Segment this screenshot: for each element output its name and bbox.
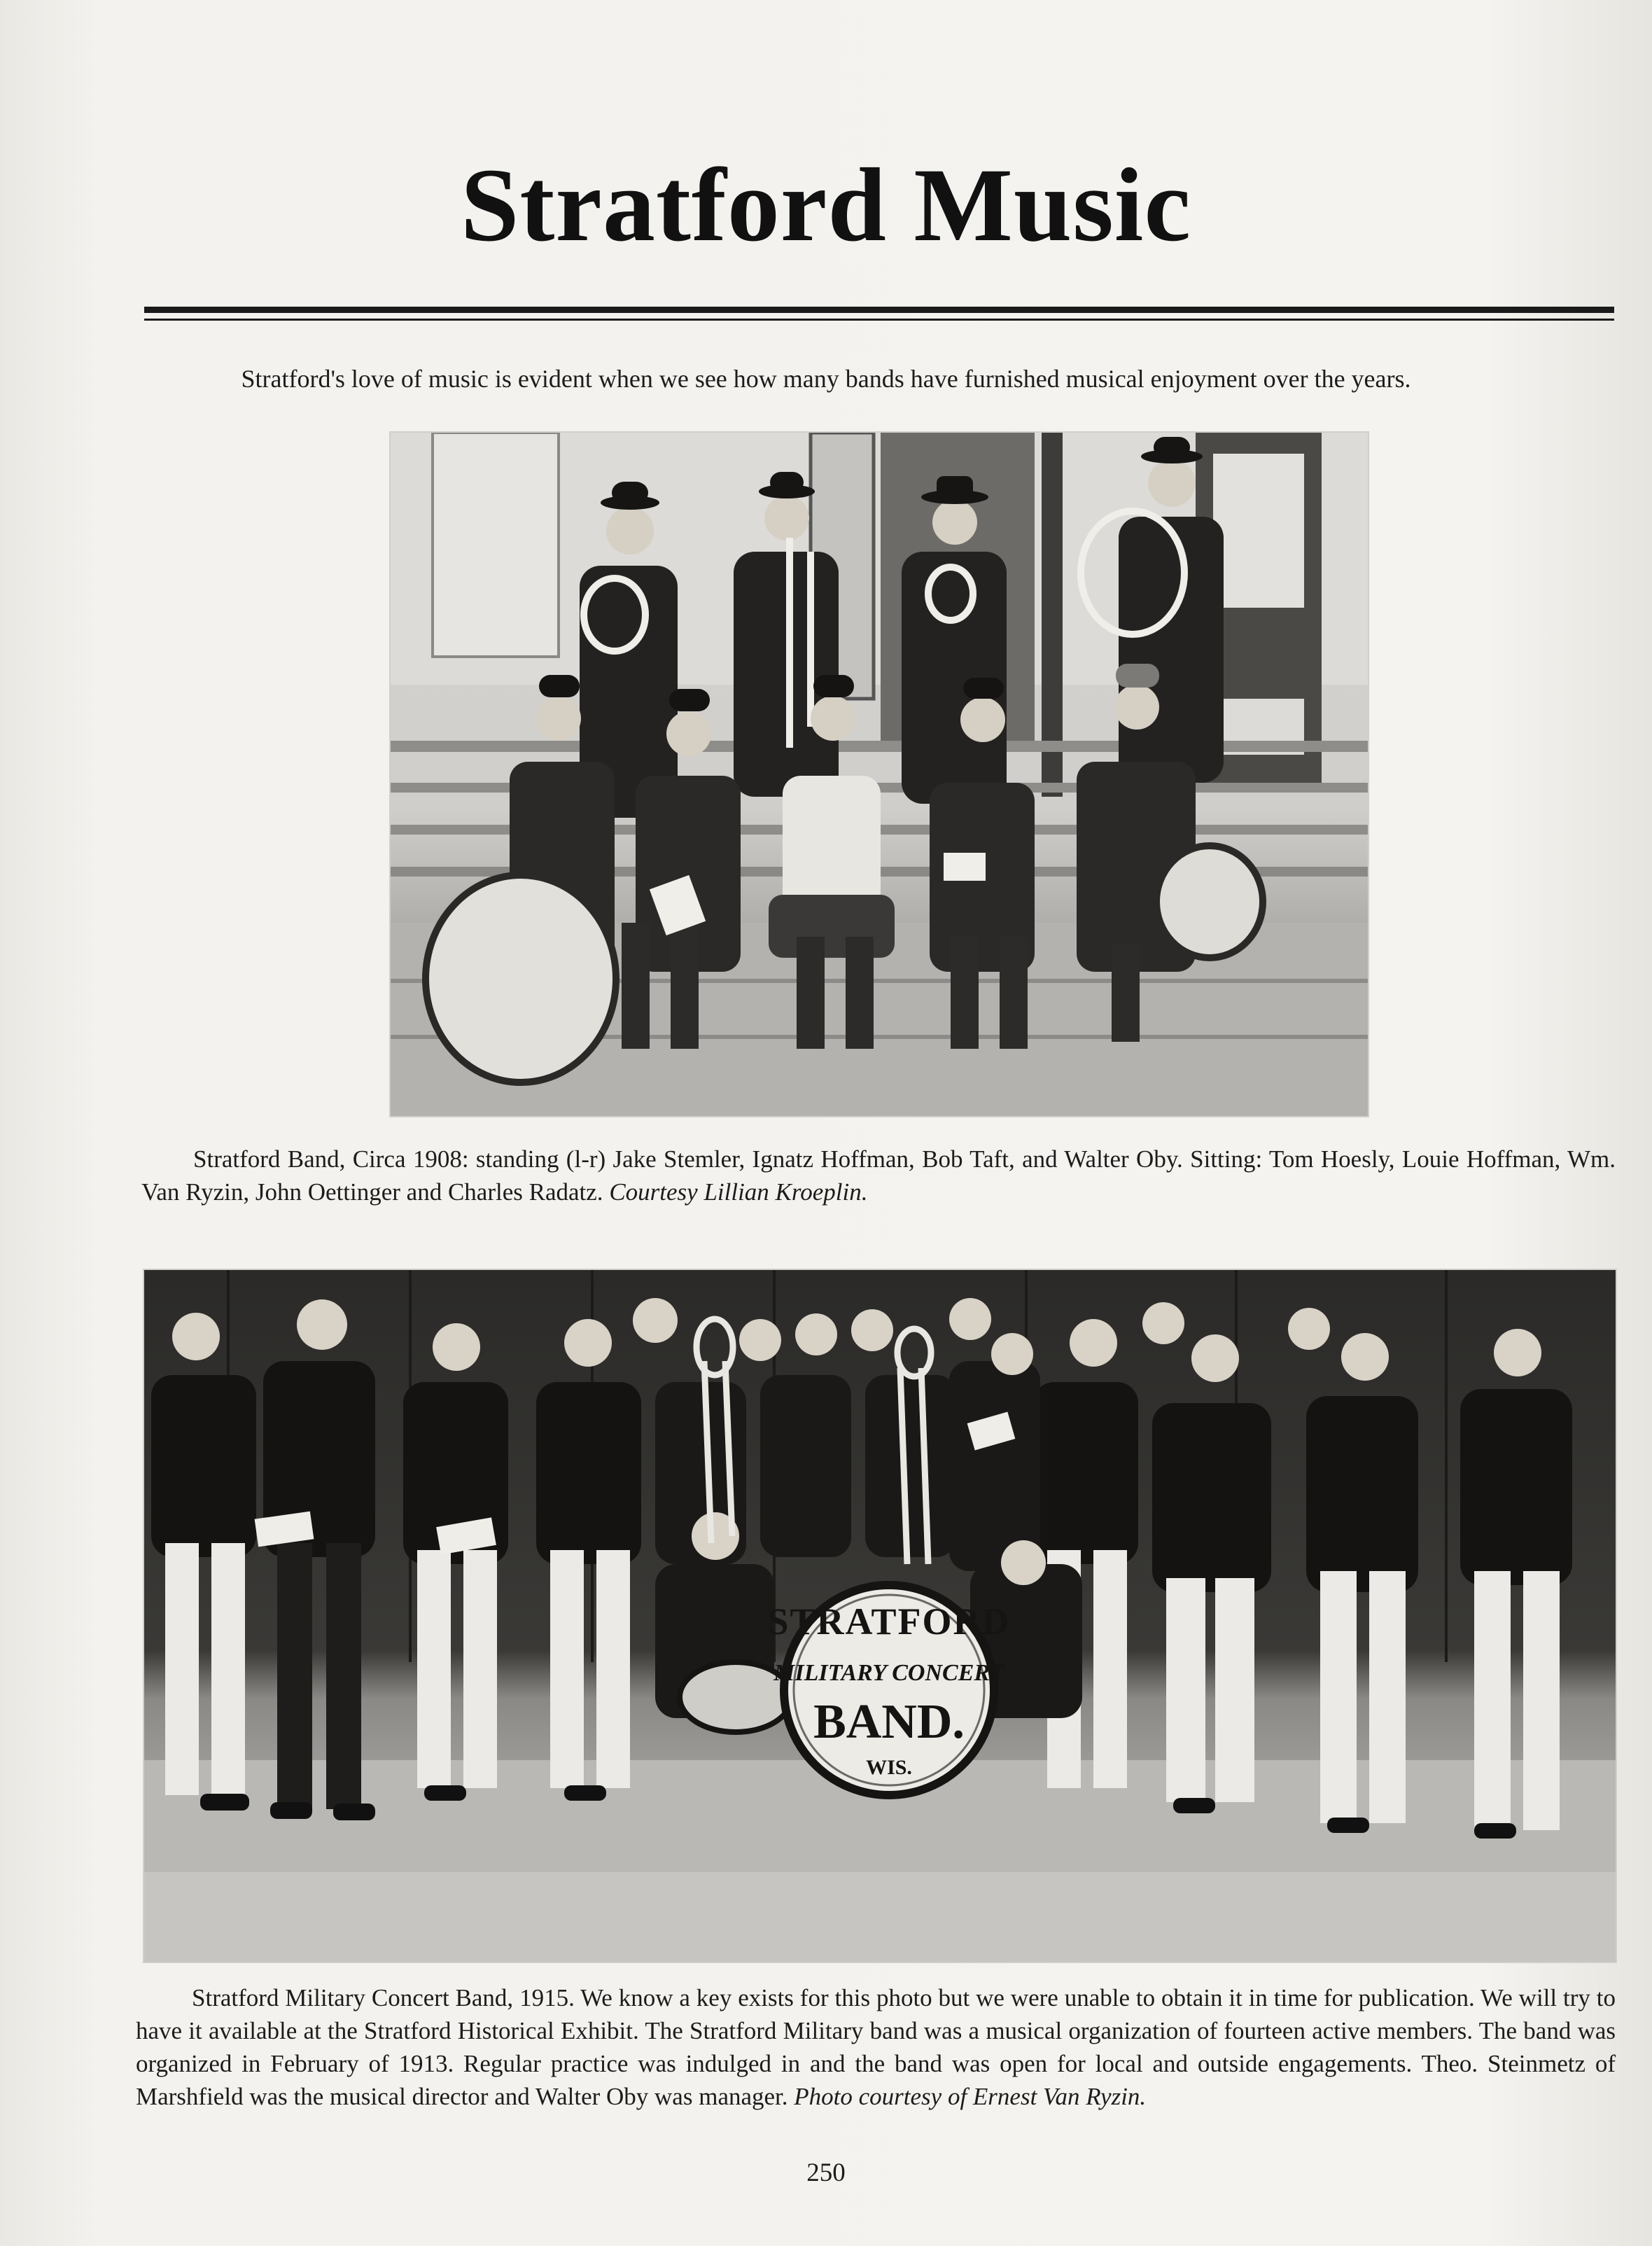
page-number: 250 (806, 2158, 846, 2187)
military-band-1915-caption (136, 1981, 1616, 2113)
drum-text-bottom: WIS. (866, 1756, 912, 1779)
band-1908-caption-text: Stratford Band, Circa 1908: standing (l-r) Jake Stemler, Ignatz Hoffman, Bob Taft, and Walter Oby. Sitting: Tom Hoesly, Louie Hoffman, Wm. Van Ryzin, John Oettinger and Charles Radatz. (141, 1145, 1616, 1206)
title-rule-thin (144, 319, 1614, 321)
intro-text: Stratford's love of music is evident when we see how many bands have furnished musical enjoyment over the years. (241, 365, 1411, 393)
military-band-1915-caption-credit: Photo courtesy of Ernest Van Ryzin. (794, 2083, 1147, 2110)
band-1908-caption (141, 1143, 1616, 1208)
band-1908-photo (389, 431, 1369, 1117)
drum-text-middle: MILITARY CONCERT (774, 1660, 1004, 1686)
page-title: Stratford Music (461, 147, 1191, 263)
drum-text-main: BAND. (813, 1695, 965, 1749)
band-1908-caption-credit: Courtesy Lillian Kroeplin. (609, 1178, 868, 1206)
military-band-1915-photo (143, 1269, 1617, 1963)
drum-text-top: STRATFORD (767, 1600, 1011, 1642)
title-rule-thick (144, 307, 1614, 313)
military-band-1915-caption-text: Stratford Military Concert Band, 1915. We know a key exists for this photo but we were unable to obtain it in time for publication. We will try to have it available at the Stratford Historical Exhibit. The Stratford Military band was a musical organization of fourteen active members. The band was organized in February of 1913. Regular practice was indulged in and the band was open for local and outside engagements. Theo. Steinmetz of Marshfield was the musical director and Walter Oby was manager. (136, 1984, 1616, 2110)
